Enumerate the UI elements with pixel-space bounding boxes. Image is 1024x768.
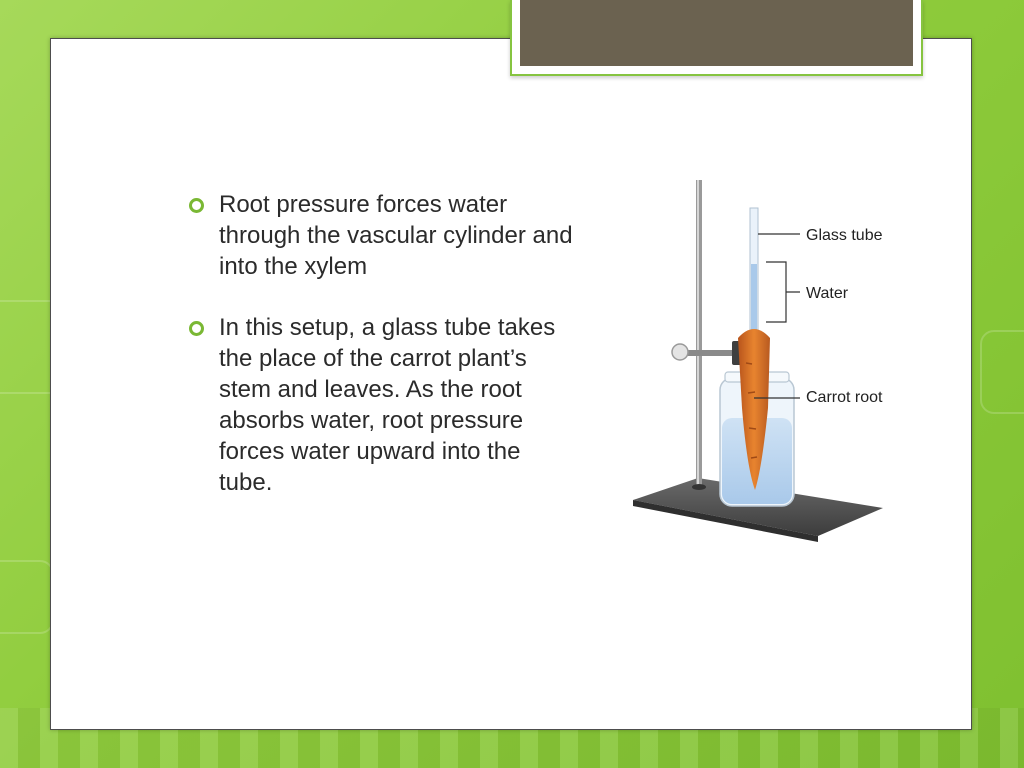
label-water: Water — [806, 285, 849, 302]
label-glass-tube: Glass tube — [806, 227, 883, 244]
clamp-knob — [672, 344, 688, 360]
water-bracket — [766, 262, 800, 322]
bullet-text: In this setup, a glass tube takes the place of the carrot plant’s stem and leaves. As the root absorbs water, root pressure forces water upward into the tube. — [219, 314, 556, 496]
background-hexagon — [0, 560, 54, 634]
bullet-item — [189, 189, 574, 282]
background-hexagon — [980, 330, 1024, 414]
bullet-list — [189, 189, 574, 528]
tube-water — [751, 264, 757, 336]
rod-foot — [692, 484, 706, 490]
title-tab — [510, 0, 923, 76]
bullet-text: Root pressure forces water through the vascular cylinder and into the xylem — [219, 191, 573, 280]
ring-bullet-icon — [189, 321, 204, 336]
root-pressure-diagram — [628, 178, 918, 548]
title-tab-panel — [520, 0, 913, 66]
label-carrot-root: Carrot root — [806, 389, 883, 406]
diagram-svg — [628, 178, 918, 548]
bullet-item — [189, 312, 574, 498]
ring-bullet-icon — [189, 198, 204, 213]
